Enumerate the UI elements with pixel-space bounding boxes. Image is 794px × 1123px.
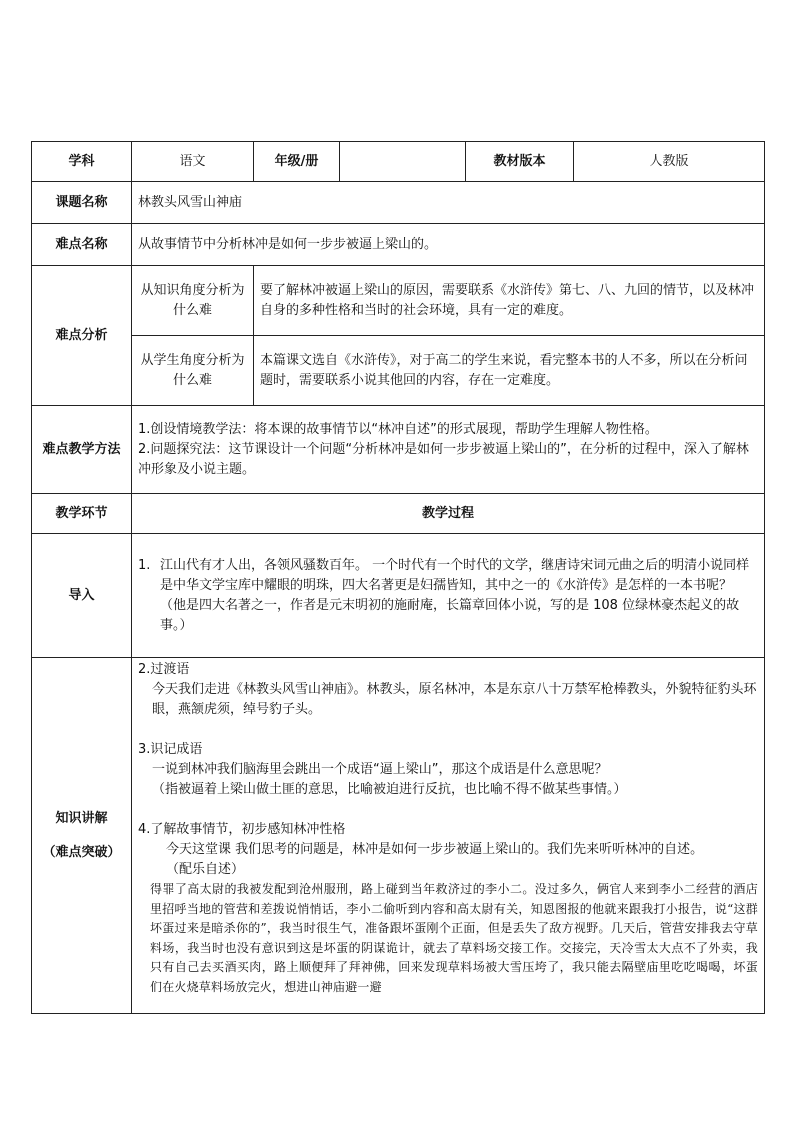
subject-label: 学科 <box>32 142 132 182</box>
stage-label: 教学环节 <box>32 494 132 534</box>
method-item-2: 2.问题探究法：这节课设计一个问题“分析林冲是如何一步步被逼上梁山的”，在分析的过程中，深入了解林冲形象及小说主题。 <box>138 441 749 477</box>
analysis-label: 难点分析 <box>32 266 132 406</box>
student-angle-text: 本篇课文选自《水浒传》，对于高二的学生来说，看完整本书的人不多，所以在分析问题时，需要联系小说其他回的内容，存在一定难度。 <box>254 336 765 406</box>
intro-text: 江山代有才人出，各领风骚数百年。 一个时代有一个时代的文学，继唐诗宋词元曲之后的明清小说同样是中华文学宝库中耀眼的明珠，四大名著更是妇孺皆知，其中之一的《水浒传》是怎样的一本书呢？ <box>160 557 750 593</box>
knowledge-row <box>32 658 765 1014</box>
difficulty-label: 难点名称 <box>32 224 132 266</box>
intro-row <box>32 534 765 658</box>
analysis-row-student <box>32 336 765 406</box>
process-header-row <box>32 494 765 534</box>
knowledge-angle-label: 从知识角度分析为什么难 <box>132 266 254 336</box>
knowledge-sublabel: （难点突破） <box>42 844 121 860</box>
edition-label: 教材版本 <box>466 142 574 182</box>
header-row <box>32 142 765 182</box>
blank-line-1 <box>138 720 758 740</box>
intro-number: 1. <box>138 557 151 573</box>
method-row <box>32 406 765 494</box>
analysis-row-knowledge <box>32 266 765 336</box>
story-title: 4.了解故事情节，初步感知林冲性格 <box>138 822 346 837</box>
method-item-1: 1.创设情境教学法：将本课的故事情节以“林冲自述”的形式展现，帮助学生理解人物性格。 <box>138 421 658 437</box>
lesson-label: 课题名称 <box>32 182 132 224</box>
edition-value: 人教版 <box>574 142 765 182</box>
difficulty-row <box>32 224 765 266</box>
knowledge-label-cell <box>32 658 132 1014</box>
difficulty-value: 从故事情节中分析林冲是如何一步步被逼上梁山的。 <box>132 224 765 266</box>
knowledge-label: 知识讲解 <box>55 810 108 826</box>
story-intro: 今天这堂课 我们思考的问题是，林冲是如何一步步被逼上梁山的。我们先来听听林冲的自述。 <box>166 842 704 857</box>
idiom-title: 3.识记成语 <box>138 742 203 757</box>
intro-content <box>132 534 765 658</box>
knowledge-angle-text: 要了解林冲被逼上梁山的原因，需要联系《水浒传》第七、八、九回的情节，以及林冲自身的多种性格和当时的社会环境，具有一定的难度。 <box>254 266 765 336</box>
grade-value <box>340 142 466 182</box>
intro-question <box>138 556 758 596</box>
intro-label: 导入 <box>32 534 132 658</box>
intro-answer: （他是四大名著之一，作者是元末明初的施耐庵，长篇章回体小说，写的是 108 位绿林豪杰起义的故事。） <box>160 597 740 633</box>
method-content <box>132 406 765 494</box>
transition-title: 2.过渡语 <box>138 662 190 677</box>
blank-line-2 <box>138 800 758 820</box>
story-text: 得罪了高太尉的我被发配到沧州服刑，路上碰到当年救济过的李小二。没过多久，俩官人来到李小二经营的酒店里招呼当地的管营和差拨说悄悄话，李小二偷听到内容和高太尉有关，知恩图报的他就来跟我打小报告，说“这群坏蛋过来是暗杀你的”，我当时很生气，准备跟坏蛋刚个正面，但是丢失了敌方视野。几天后，管营安排我去守草料场，我当时也没有意识到这是坏蛋的阴谋诡计，就去了草料场交接工作。交接完，天冷雪太大点不了外卖，我只有自己去买酒买肉，路上顺便拜了拜神佛，回来发现草料场被大雪压垮了，我只能去隔壁庙里吃吃喝喝，坏蛋们在火烧草料场放完火，想进山神庙避一避 <box>150 882 758 994</box>
knowledge-content <box>132 658 765 1014</box>
idiom-text: 一说到林冲我们脑海里会跳出一个成语“逼上梁山”，那这个成语是什么意思呢？ <box>152 762 608 777</box>
lesson-row <box>32 182 765 224</box>
subject-value: 语文 <box>132 142 254 182</box>
method-label: 难点教学方法 <box>32 406 132 494</box>
lesson-value: 林教头风雪山神庙 <box>132 182 765 224</box>
transition-text: 今天我们走进《林教头风雪山神庙》。林教头，原名林冲，本是东京八十万禁军枪棒教头，外貌特征豹头环眼，燕颔虎须，绰号豹子头。 <box>152 682 757 717</box>
grade-label: 年级/册 <box>254 142 340 182</box>
process-label: 教学过程 <box>132 494 765 534</box>
lesson-plan-table <box>31 141 765 1014</box>
idiom-answer: （指被逼着上梁山做土匪的意思，比喻被迫进行反抗，也比喻不得不做某些事情。） <box>152 782 627 797</box>
student-angle-label: 从学生角度分析为什么难 <box>132 336 254 406</box>
music-note: （配乐自述） <box>166 862 245 877</box>
